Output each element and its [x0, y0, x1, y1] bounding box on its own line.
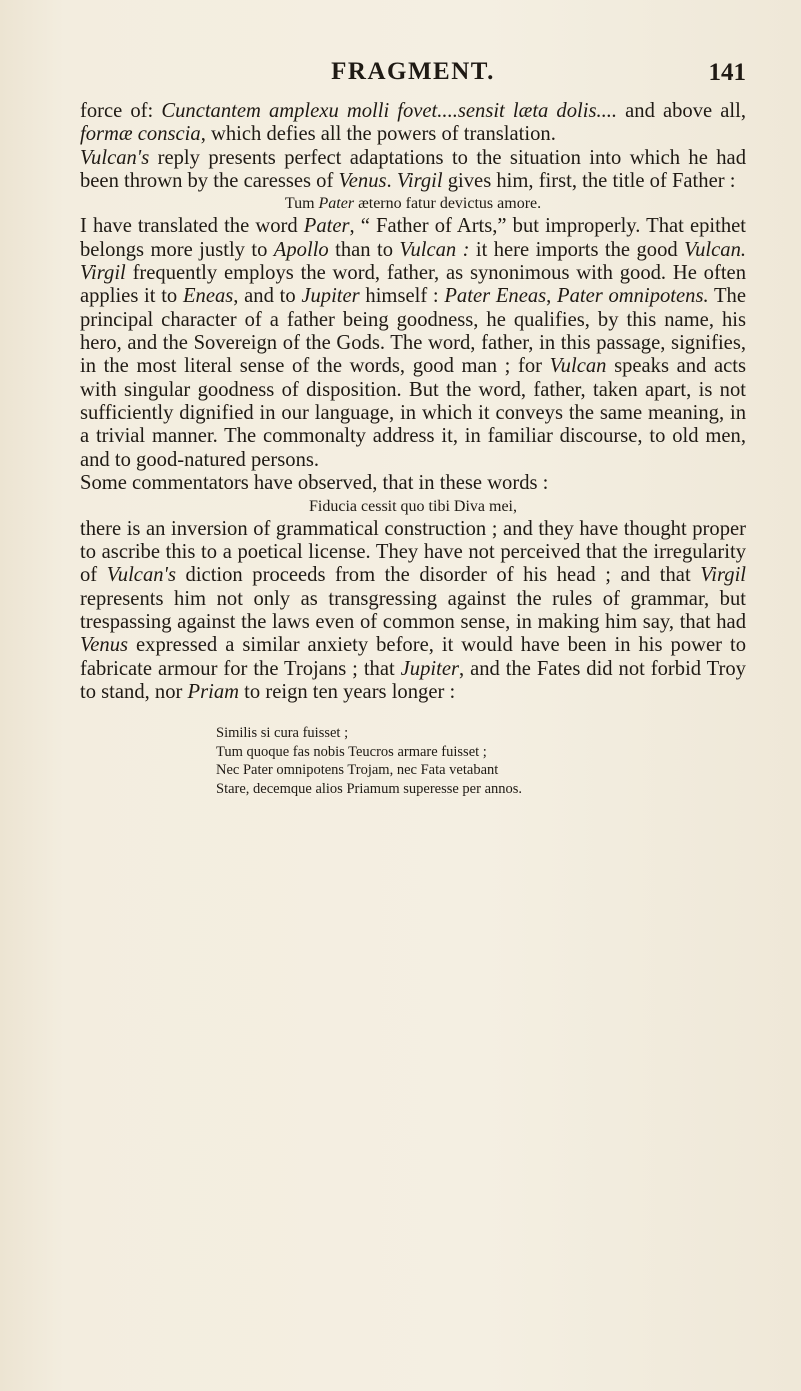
- name-italic: Virgil: [80, 262, 126, 285]
- name-italic: Vulcan :: [399, 238, 470, 261]
- text-run: Tum: [284, 195, 319, 213]
- text-run: , and to: [233, 285, 302, 308]
- text-run: frequently employs the word, father, as synonimous with good. He often applies it to: [80, 262, 746, 308]
- text-run: diction proceeds from the disorder of his head ; and that: [175, 564, 701, 587]
- verse-line: Similis si cura fuisset ;: [216, 725, 349, 742]
- name-italic: Apollo: [273, 238, 329, 261]
- text-run: ,: [546, 285, 558, 308]
- paragraph-1: [80, 100, 746, 147]
- text-run: I have translated the word: [80, 215, 304, 238]
- name-italic: Eneas: [182, 285, 234, 308]
- name-italic: Vulcan's: [80, 146, 150, 169]
- text-run: gives him, first, the title of Father :: [442, 170, 736, 193]
- latin-quote-1: [80, 193, 746, 215]
- name-italic: Vulcan.: [684, 238, 747, 261]
- text-run: force of:: [80, 100, 162, 122]
- name-italic: Priam: [187, 680, 240, 703]
- text-run: it here imports the good: [469, 238, 685, 261]
- text-run: to reign ten years longer :: [239, 680, 456, 703]
- text-run: , and the Fates did not forbid Troy to stand, nor: [80, 657, 746, 703]
- verse-line: Nec Pater omnipotens Trojam, nec Fata vetabant: [216, 762, 499, 779]
- latin-phrase: Pater Eneas: [444, 285, 547, 308]
- latin-phrase: formæ conscia: [80, 123, 201, 146]
- body-text: [80, 100, 746, 798]
- text-run: represents him not only as transgressing against the rules of grammar, but trespassing against the laws even of common sense, in making him say, that had: [80, 587, 746, 633]
- text-run: speaks and acts with singular goodness of disposition. But the word, father, taken apart, is not sufficiently dignified in our language, in which it conveys the same meaning, in a trivial manner. The commonalty address it, in familiar discourse, to old men, and to good-natured persons.: [80, 355, 746, 471]
- latin-verse-block: [216, 724, 746, 798]
- name-italic: Virgil: [396, 170, 443, 193]
- name-italic: Vulcan's: [106, 564, 176, 587]
- text-run: there is an inversion of grammatical construction ; and they have thought proper to ascribe this to a poetical license. They have not perceived that the irregularity of: [80, 517, 746, 587]
- latin-word: Pater: [318, 195, 355, 213]
- text-run: than to: [328, 238, 400, 261]
- name-italic: Venus: [338, 170, 387, 193]
- running-head: FRAGMENT.: [331, 58, 495, 85]
- text-run: .: [386, 170, 397, 193]
- name-italic: Vulcan: [549, 355, 607, 378]
- name-italic: Jupiter: [400, 657, 459, 680]
- name-italic: Virgil: [700, 564, 747, 587]
- paragraph-2: [80, 147, 746, 194]
- text-run: and above all,: [617, 100, 746, 122]
- paragraph-4: Some commentators have observed, that in these words :: [80, 472, 549, 495]
- page-header: [80, 58, 746, 92]
- latin-word: Pater: [303, 215, 350, 238]
- text-run: reply presents perfect adaptations to the situation into which he had been thrown by the caresses of: [80, 146, 746, 193]
- latin-quote-2: Fiducia cessit quo tibi Diva mei,: [309, 497, 517, 515]
- paragraph-3: [80, 215, 746, 472]
- text-run: himself :: [359, 285, 445, 308]
- name-italic: Venus: [80, 634, 129, 657]
- latin-phrase: Pater omnipotens.: [557, 285, 709, 308]
- name-italic: Jupiter: [301, 285, 360, 308]
- text-run: The principal character of a father being goodness, he qualifies, by this name, his hero, and the Sovereign of the Gods. The word, father, in this passage, signifies, in the most literal sense of the words, good man ; for: [80, 285, 746, 378]
- verse-line: Tum quoque fas nobis Teucros armare fuisset ;: [216, 743, 487, 760]
- page-number: 141: [708, 59, 746, 86]
- text-run: expressed a similar anxiety before, it would have been in his power to fabricate armour for the Trojans ; that: [80, 634, 746, 680]
- latin-phrase: Cunctantem amplexu molli fovet....sensit læta dolis....: [161, 100, 618, 122]
- verse-line: Stare, decemque alios Priamum superesse per annos.: [216, 780, 523, 797]
- text-run: , “ Father of Arts,” but improperly. That epithet belongs more justly to: [80, 215, 746, 261]
- text-run: æterno fatur devictus amore.: [354, 195, 542, 213]
- text-run: , which defies all the powers of translation.: [200, 123, 556, 146]
- paragraph-5: [80, 518, 746, 705]
